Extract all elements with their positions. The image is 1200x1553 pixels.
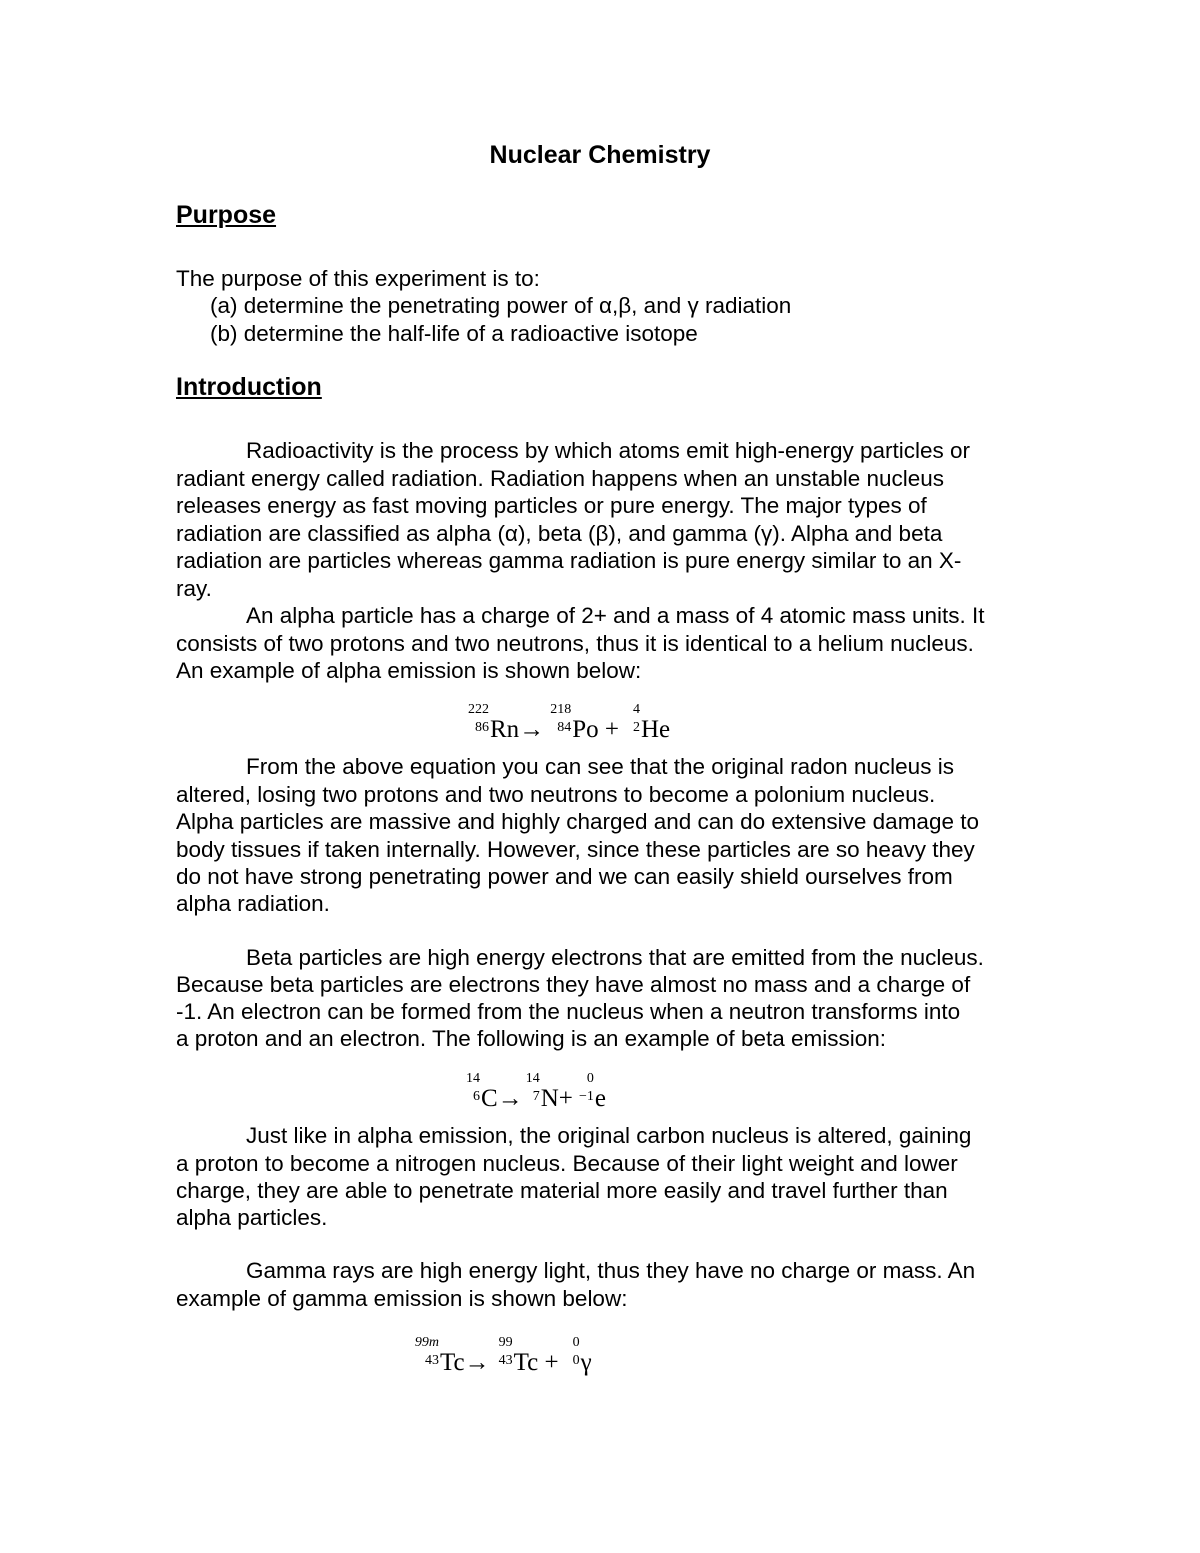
- intro-p3-line: do not have strong penetrating power and we can easily shield ourselves from: [176, 864, 953, 889]
- po-nuclide-numbers: [544, 702, 572, 737]
- intro-p3-line: alpha radiation.: [176, 891, 330, 916]
- introduction-heading: Introduction: [176, 373, 322, 401]
- beta-emission-equation: [463, 1071, 606, 1113]
- he-nuclide-numbers: [619, 702, 641, 737]
- plus-sign: +: [558, 1085, 573, 1112]
- purpose-intro: The purpose of this experiment is to:: [176, 266, 540, 291]
- purpose-item-b: (b) determine the half-life of a radioactive isotope: [210, 321, 698, 346]
- intro-p2-line: An alpha particle has a charge of 2+ and a mass of 4 atomic mass units. It: [246, 603, 985, 628]
- tc99m-nuclide-numbers: [390, 1335, 440, 1370]
- atomic-number: 6: [473, 1089, 480, 1104]
- mass-number: 14: [525, 1071, 540, 1086]
- mass-number: 99: [498, 1335, 513, 1350]
- intro-p1-line: releases energy as fast moving particles or pure energy. The major types of: [176, 493, 927, 518]
- c-nuclide-numbers: [463, 1071, 481, 1106]
- reaction-arrow: →: [519, 716, 545, 743]
- element-symbol: C: [481, 1085, 498, 1112]
- mass-number: 14: [466, 1071, 480, 1086]
- atomic-number: 0: [572, 1353, 580, 1368]
- page-title: Nuclear Chemistry: [489, 141, 711, 169]
- reaction-arrow: →: [464, 1349, 490, 1376]
- n-nuclide-numbers: [523, 1071, 541, 1106]
- gamma-symbol: γ: [580, 1349, 592, 1376]
- intro-p3-line: From the above equation you can see that the original radon nucleus is: [246, 754, 954, 779]
- element-symbol: Po: [572, 716, 599, 743]
- mass-number: 4: [632, 702, 640, 717]
- element-symbol: Tc: [440, 1349, 465, 1376]
- element-symbol: He: [640, 716, 671, 743]
- intro-p6-line: example of gamma emission is shown below:: [176, 1286, 628, 1311]
- atomic-number: 84: [557, 720, 572, 735]
- intro-p4-line: a proton and an electron. The following is an example of beta emission:: [176, 1026, 887, 1051]
- mass-number: 222: [468, 702, 489, 717]
- intro-p3-line: Alpha particles are massive and highly charged and can do extensive damage to: [176, 809, 979, 834]
- intro-p1-line: Radioactivity is the process by which atoms emit high-energy particles or: [246, 438, 971, 463]
- atomic-number: 43: [498, 1353, 513, 1368]
- e-particle-numbers: [573, 1071, 595, 1106]
- intro-p4-line: Beta particles are high energy electrons that are emitted from the nucleus.: [246, 945, 984, 970]
- mass-number: 99m: [414, 1335, 439, 1350]
- plus-sign: +: [604, 716, 619, 743]
- purpose-heading: Purpose: [176, 201, 277, 229]
- atomic-number: 2: [632, 720, 640, 735]
- intro-p4-line: -1. An electron can be formed from the nucleus when a neutron transforms into: [176, 999, 961, 1024]
- alpha-emission-equation: [462, 702, 671, 744]
- rn-nuclide-numbers: [462, 702, 490, 737]
- intro-p4-line: Because beta particles are electrons they have almost no mass and a charge of: [176, 972, 971, 997]
- element-symbol: N: [540, 1085, 559, 1112]
- intro-p5-line: Just like in alpha emission, the original carbon nucleus is altered, gaining: [246, 1123, 972, 1148]
- intro-p5-line: alpha particles.: [176, 1205, 328, 1230]
- mass-number: 0: [572, 1335, 580, 1350]
- atomic-number: −1: [578, 1089, 594, 1104]
- intro-p2-line: An example of alpha emission is shown below:: [176, 658, 642, 683]
- element-symbol: Rn: [490, 716, 520, 743]
- atomic-number: 86: [475, 720, 489, 735]
- atomic-number: 7: [532, 1089, 540, 1104]
- mass-number: 218: [550, 702, 572, 717]
- intro-p1-line: ray.: [176, 576, 212, 601]
- intro-p5-line: a proton to become a nitrogen nucleus. Because of their light weight and lower: [176, 1151, 958, 1176]
- intro-p5-line: charge, they are able to penetrate material more easily and travel further than: [176, 1178, 948, 1203]
- intro-p1-line: radiation are classified as alpha (α), beta (β), and gamma (γ). Alpha and beta: [176, 521, 943, 546]
- atomic-number: 43: [425, 1353, 439, 1368]
- element-symbol: e: [594, 1085, 606, 1112]
- reaction-arrow: →: [497, 1085, 523, 1112]
- intro-p1-line: radiation are particles whereas gamma radiation is pure energy similar to an X-: [176, 548, 962, 573]
- intro-p3-line: body tissues if taken internally. However, since these particles are so heavy they: [176, 837, 975, 862]
- element-symbol: Tc: [513, 1349, 539, 1376]
- gamma-emission-equation: [390, 1335, 592, 1377]
- plus-sign: +: [544, 1349, 559, 1376]
- intro-p6-line: Gamma rays are high energy light, thus they have no charge or mass. An: [246, 1258, 976, 1283]
- intro-p2-line: consists of two protons and two neutrons, thus it is identical to a helium nucleus.: [176, 631, 974, 656]
- intro-p1-line: radiant energy called radiation. Radiation happens when an unstable nucleus: [176, 466, 945, 491]
- purpose-item-a: (a) determine the penetrating power of α,β, and γ radiation: [210, 293, 792, 318]
- mass-number: 0: [586, 1071, 594, 1086]
- tc99-nuclide-numbers: [490, 1335, 514, 1370]
- intro-p3-line: altered, losing two protons and two neutrons to become a polonium nucleus.: [176, 782, 936, 807]
- gamma-particle-numbers: [559, 1335, 581, 1370]
